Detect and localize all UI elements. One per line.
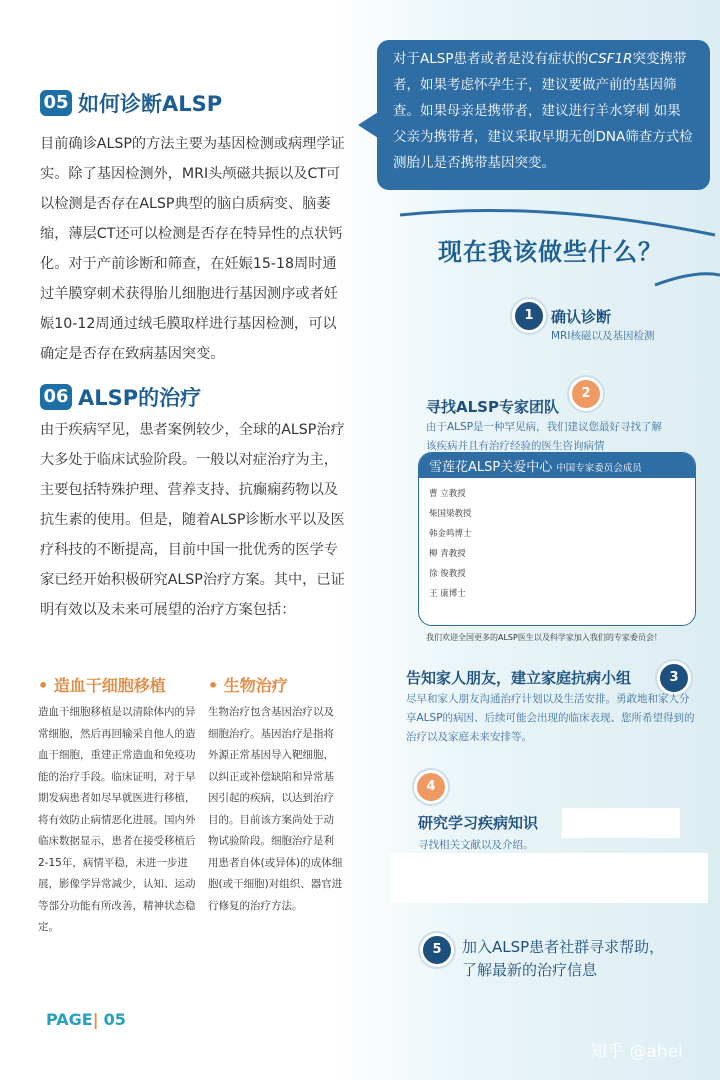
section-6-title: ALSP的治疗 [78, 386, 202, 410]
step-4-desc: 寻找相关文献以及介绍。 [418, 839, 534, 851]
committee-member: 柳 青教授 [429, 549, 466, 559]
committee-title: 雪莲花ALSP关爱中心 [429, 460, 553, 475]
treatment-biological [208, 673, 343, 917]
committee-member: 王 康博士 [429, 589, 466, 599]
bubble-rest: 突变携带者，如果考虑怀孕生子，建议要做产前的基因筛查。如果母亲是携带者，建议进行羊水穿刺 如果父亲为携带者，建议采取早期无创DNA筛查方式检测胎儿是否携带基因突变。 [393, 51, 693, 171]
section-5-title: 如何诊断ALSP [78, 92, 223, 116]
committee-member: 柴国梁教授 [429, 509, 472, 519]
section-6-heading [40, 382, 201, 412]
step-2-desc: 由于ALSP是一种罕见病，我们建议您最好寻找了解该疾病并且有治疗经验的医生咨询病情 [426, 421, 663, 452]
step-3-desc: 尽早和家人朋友沟通治疗计划以及生活安排。勇敢地和家人分享ALSP的病因、后续可能会出现的临床表现、您所希望得到的治疗以及家庭未来安排等。 [406, 693, 695, 743]
committee-member: 韩金鸣博士 [429, 529, 472, 539]
prenatal-advice-bubble [377, 40, 710, 190]
section-6-body: 由于疾病罕见，患者案例较少，全球的ALSP治疗大多处于临床试验阶段。一般以对症治疗为主，主要包括特殊护理、营养支持、抗癫痫药物以及抗生素的使用。但是，随着ALSP诊断水平以及医疗科技的不断提高，目前中国一批优秀的医学专家已经开始积极研究ALSP治疗方案。其中，已证明有效以及未来可展望的治疗方案包括： [40, 422, 345, 618]
treatment-stem-cell-body: 造血干细胞移植是以清除体内的异常细胞，然后再回输采自他人的造血干细胞，重建正常造血和免疫功能的治疗手段。临床证明，对于早期发病患者如尽早就医进行移植，将有效防止病情恶化进展。国内外临床数据显示，患者在接受移植后2-15年，病情平稳，未进一步进展，影像学异常减少，认知、运动等部分功能有所改善，精神状态稳定。 [38, 706, 196, 933]
step-1-desc: MRI核磁以及基因检测 [551, 330, 655, 342]
step-4-number: 4 [414, 770, 448, 804]
step-5-title-line-1: 加入ALSP患者社群寻求帮助， [462, 938, 665, 956]
page-number: 05 [103, 1010, 126, 1029]
step-3-number: 3 [657, 661, 691, 695]
committee-invite: 我们欢迎全国更多的ALSP医生以及科学家加入我们的专家委员会！ [426, 633, 662, 642]
committee-subtitle: 中国专家委员会成员 [556, 463, 642, 474]
committee-card [418, 452, 696, 626]
section-5-heading [40, 88, 222, 118]
step-2-title: 寻找ALSP专家团队 [426, 398, 559, 416]
section-5-number: 05 [40, 90, 72, 116]
step-5-number: 5 [420, 933, 454, 967]
page-footer: PAGE| 05 [46, 1010, 126, 1029]
section-5-body: 目前确诊ALSP的方法主要为基因检测或病理学证实。除了基因检测外，MRI头颅磁共振以及CT可以检测是否存在ALSP典型的脑白质病变、脑萎缩，薄层CT还可以检测是否存在特异性的点状钙化。对于产前诊断和筛查，在妊娠15-18周时通过羊膜穿刺术获得胎儿细胞进行基因测序或者妊娠10-12周通过绒毛膜取样进行基因检测，可以确定是否存在致病基因突变。 [40, 136, 345, 362]
section-6-number: 06 [40, 384, 72, 410]
step-3-title: 告知家人朋友，建立家庭抗病小组 [406, 669, 632, 687]
step-5-title [462, 936, 664, 980]
redacted-area [562, 808, 680, 838]
watermark: 知乎 @ahei [590, 1042, 683, 1062]
treatment-stem-cell [38, 673, 198, 939]
step-1-title: 确认诊断 [551, 308, 612, 326]
committee-member: 徐 俊教授 [429, 569, 466, 579]
committee-card-header [419, 453, 695, 478]
step-4-title: 研究学习疾病知识 [418, 814, 539, 832]
redacted-area [507, 487, 677, 617]
step-2-number: 2 [569, 377, 603, 411]
page-label: PAGE [46, 1010, 93, 1029]
committee-member: 曹 立教授 [429, 489, 466, 499]
step-1-number: 1 [512, 299, 546, 333]
treatment-biological-body: 生物治疗包含基因治疗以及细胞治疗。基因治疗是指将外源正常基因导入靶细胞，以纠正或补偿缺陷和异常基因引起的疾病，以达到治疗目的。目前该方案尚处于动物试验阶段。细胞治疗是利用患者自体(或异体)的成体细胞(或干细胞)对组织、器官进行修复的治疗方法。 [208, 706, 343, 912]
redacted-area [390, 853, 708, 903]
treatment-biological-title: • 生物治疗 [208, 676, 288, 695]
bubble-gene: CSF1R [588, 51, 633, 67]
treatment-stem-cell-title: • 造血干细胞移植 [38, 676, 166, 695]
bubble-tail [358, 112, 378, 138]
bubble-prefix: 对于ALSP患者或者是没有症状的 [393, 51, 589, 67]
step-5-title-line-2: 了解最新的治疗信息 [462, 961, 598, 979]
question-heading: 现在我该做些什么？ [438, 238, 663, 266]
